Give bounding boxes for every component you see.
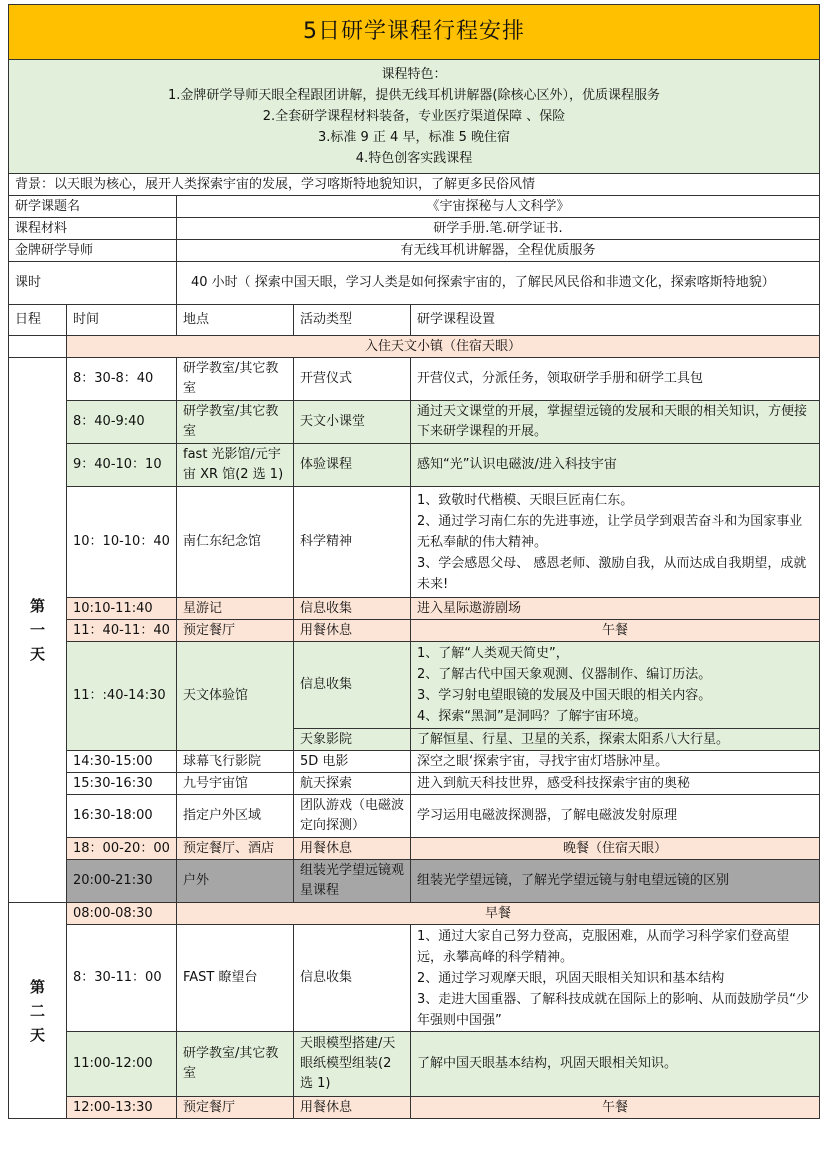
content-cell: 开营仪式，分派任务，领取研学手册和研学工具包	[411, 358, 820, 401]
column-header: 地点	[177, 305, 294, 336]
column-header: 研学课程设置	[411, 305, 820, 336]
type-cell: 信息收集	[294, 598, 411, 620]
day-label	[9, 903, 67, 1119]
time-cell: 18：00-20：00	[67, 838, 177, 860]
type-cell: 天象影院	[294, 729, 411, 751]
table-row	[9, 838, 820, 860]
table-row	[9, 642, 820, 729]
place-cell: FAST 瞭望台	[177, 925, 294, 1032]
table-row	[9, 358, 820, 401]
content-line: 3、学习射电望眼镜的发展及中国天眼的相关内容。	[417, 688, 712, 703]
time-cell: 16:30-18:00	[67, 795, 177, 838]
feature-item: 3.标准 9 正 4 早，标准 5 晚住宿	[317, 130, 510, 145]
content-cell: 感知“光”认识电磁波/进入科技宇宙	[411, 444, 820, 487]
content-line: 3、走进大国重器、了解科技成就在国际上的影响、从而鼓励学员“少年强则中国强”	[417, 991, 810, 1028]
type-cell: 用餐休息	[294, 1097, 411, 1119]
place-cell: 研学教室/其它教室	[177, 401, 294, 444]
day-label-char: 天	[29, 645, 45, 663]
features-heading: 课程特色：	[381, 67, 447, 82]
info-value: 有无线耳机讲解器，全程优质服务	[177, 240, 820, 262]
table-row	[9, 1097, 820, 1119]
time-cell: 8：30-11：00	[67, 925, 177, 1032]
type-cell: 体验课程	[294, 444, 411, 487]
type-cell: 开营仪式	[294, 358, 411, 401]
content-line: 1、了解“人类观天简史”，	[417, 646, 569, 661]
place-cell: 指定户外区域	[177, 795, 294, 838]
place-cell: 研学教室/其它教室	[177, 358, 294, 401]
info-label: 课时	[9, 262, 177, 305]
type-cell: 天眼模型搭建/天眼纸模型组装(2 选 1)	[294, 1032, 411, 1097]
place-cell: fast 光影馆/元宇宙 XR 馆(2 选 1)	[177, 444, 294, 487]
content-cell: 深空之眼‘探索宇宙，寻找宇宙灯塔脉冲星。	[411, 751, 820, 773]
content-cell: 了解中国天眼基本结构，巩固天眼相关知识。	[411, 1032, 820, 1097]
background-row	[9, 174, 820, 196]
content-cell: 通过天文课堂的开展，掌握望远镜的发展和天眼的相关知识，方便接下来研学课程的开展。	[411, 401, 820, 444]
type-cell: 科学精神	[294, 487, 411, 598]
table-row	[9, 751, 820, 773]
checkin-text: 入住天文小镇（住宿天眼）	[67, 336, 820, 358]
time-cell: 11：:40-14:30	[67, 642, 177, 751]
content-cell: 了解恒星、行星、卫星的关系，探索太阳系八大行星。	[411, 729, 820, 751]
content-line: 2、通过学习南仁东的先进事迹，让学员学到艰苦奋斗和为国家事业无私奉献的伟大精神。	[417, 513, 803, 550]
time-cell: 20:00-21:30	[67, 860, 177, 903]
content-line: 3、学会感恩父母、 感恩老师、激励自我，从而达成自我期望，成就未来!	[417, 555, 807, 592]
place-cell: 户外	[177, 860, 294, 903]
info-value: 40 小时（ 探索中国天眼，学习人类是如何探索宇宙的，了解民风民俗和非遗文化，探索喀斯特地貌）	[177, 262, 820, 305]
time-cell: 11:00-12:00	[67, 1032, 177, 1097]
table-row	[9, 1032, 820, 1097]
place-cell: 星游记	[177, 598, 294, 620]
place-cell: 预定餐厅	[177, 620, 294, 642]
table-row	[9, 487, 820, 598]
day-label-spacer	[9, 336, 67, 358]
time-cell: 14:30-15:00	[67, 751, 177, 773]
itinerary-table	[8, 4, 820, 1119]
content-cell: 学习运用电磁波探测器，了解电磁波发射原理	[411, 795, 820, 838]
itinerary-sheet	[8, 4, 819, 1119]
info-row	[9, 240, 820, 262]
place-cell: 南仁东纪念馆	[177, 487, 294, 598]
table-row	[9, 444, 820, 487]
background-text: 背景：以天眼为核心，展开人类探索宇宙的发展，学习喀斯特地貌知识，了解更多民俗风情	[9, 174, 820, 196]
info-label: 研学课题名	[9, 196, 177, 218]
time-cell: 10:10-11:40	[67, 598, 177, 620]
content-line: 1、致敬时代楷模、天眼巨匠南仁东。	[417, 492, 634, 508]
content-line: 2、通过学习观摩天眼，巩固天眼相关知识和基本结构	[417, 970, 725, 986]
type-cell: 组装光学望远镜观星课程	[294, 860, 411, 903]
column-header: 日程	[9, 305, 67, 336]
page-title: 5日研学课程行程安排	[9, 5, 820, 60]
table-row	[9, 773, 820, 795]
content-cell: 早餐	[177, 903, 820, 925]
day-label-char: 第	[29, 977, 45, 996]
column-header: 活动类型	[294, 305, 411, 336]
feature-item: 4.特色创客实践课程	[355, 151, 473, 166]
content-cell: 午餐	[411, 620, 820, 642]
content-cell: 进入到航天科技世界，感受科技探索宇宙的奥秘	[411, 773, 820, 795]
time-cell: 10：10-10：40	[67, 487, 177, 598]
time-cell: 9：40-10：10	[67, 444, 177, 487]
time-cell: 11：40-11：40	[67, 620, 177, 642]
content-cell: 晚餐（住宿天眼）	[411, 838, 820, 860]
type-cell: 航天探索	[294, 773, 411, 795]
table-row	[9, 925, 820, 1032]
table-row	[9, 795, 820, 838]
type-cell: 天文小课堂	[294, 401, 411, 444]
type-cell: 团队游戏（电磁波定向探测）	[294, 795, 411, 838]
place-cell: 九号宇宙馆	[177, 773, 294, 795]
title-row	[9, 5, 820, 60]
content-line: 1、通过大家自己努力登高，克服困难，从而学习科学家们登高望远，永攀高峰的科学精神。	[417, 928, 790, 965]
place-cell: 天文体验馆	[177, 642, 294, 751]
checkin-row	[9, 336, 820, 358]
type-cell: 信息收集	[294, 642, 411, 729]
day-label-char: 第	[29, 597, 45, 615]
feature-item: 2.全套研学课程材料装备，专业医疗渠道保障 、保险	[262, 109, 566, 124]
type-cell: 5D 电影	[294, 751, 411, 773]
time-cell: 8：30-8：40	[67, 358, 177, 401]
column-header-row	[9, 305, 820, 336]
info-row	[9, 196, 820, 218]
day-label-char: 一	[29, 621, 45, 639]
place-cell: 预定餐厅、酒店	[177, 838, 294, 860]
course-features	[9, 60, 820, 174]
day-label	[9, 358, 67, 903]
content-line: 2、了解古代中国天象观测、仪器制作、编订历法。	[417, 667, 712, 682]
table-row	[9, 598, 820, 620]
place-cell: 预定餐厅	[177, 1097, 294, 1119]
content-line: 4、探索“黑洞”是洞吗？了解宇宙环境。	[417, 709, 647, 724]
type-cell: 信息收集	[294, 925, 411, 1032]
info-value: 《宇宙探秘与人文科学》	[177, 196, 820, 218]
info-row	[9, 262, 820, 305]
content-cell: 午餐	[411, 1097, 820, 1119]
place-cell: 球幕飞行影院	[177, 751, 294, 773]
time-cell: 12:00-13:30	[67, 1097, 177, 1119]
content-cell: 进入星际遨游剧场	[411, 598, 820, 620]
info-label: 课程材料	[9, 218, 177, 240]
table-row	[9, 860, 820, 903]
day-label-char: 天	[29, 1025, 45, 1044]
info-label: 金牌研学导师	[9, 240, 177, 262]
content-cell	[411, 487, 820, 598]
table-row	[9, 903, 820, 925]
info-value: 研学手册.笔.研学证书.	[177, 218, 820, 240]
content-cell	[411, 925, 820, 1032]
table-row	[9, 620, 820, 642]
day-label-char: 二	[29, 1001, 45, 1020]
features-row	[9, 60, 820, 174]
place-cell: 研学教室/其它教室	[177, 1032, 294, 1097]
time-cell: 08:00-08:30	[67, 903, 177, 925]
table-row	[9, 401, 820, 444]
time-cell: 15:30-16:30	[67, 773, 177, 795]
feature-item: 1.金牌研学导师天眼全程跟团讲解，提供无线耳机讲解器(除核心区外），优质课程服务	[168, 88, 660, 103]
info-row	[9, 218, 820, 240]
type-cell: 用餐休息	[294, 620, 411, 642]
content-cell	[411, 642, 820, 729]
type-cell: 用餐休息	[294, 838, 411, 860]
column-header: 时间	[67, 305, 177, 336]
content-cell: 组装光学望远镜，了解光学望远镜与射电望远镜的区别	[411, 860, 820, 903]
time-cell: 8：40-9:40	[67, 401, 177, 444]
